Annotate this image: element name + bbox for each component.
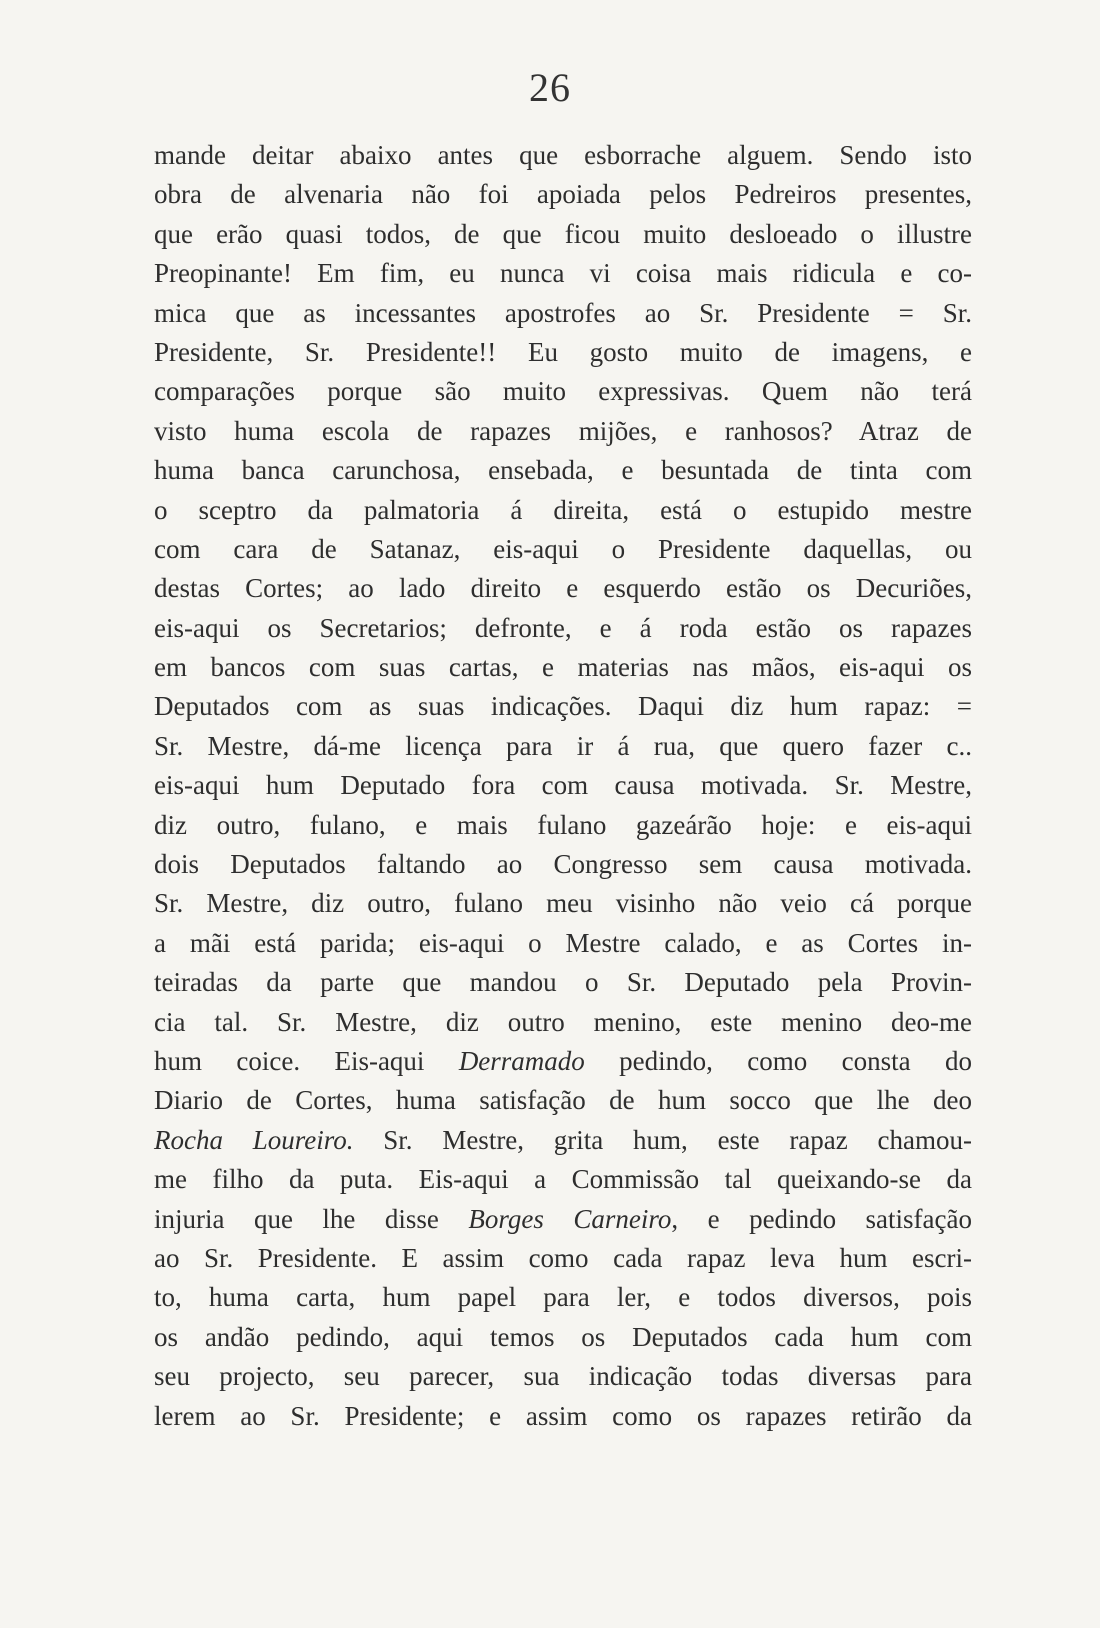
text-line: os andão pedindo, aqui temos os Deputados cada hum com [154, 1321, 972, 1352]
text-line: Sr. Mestre, dá-me licença para ir á rua, que quero fazer c.. [154, 730, 972, 761]
text-line: seu projecto, seu parecer, sua indicação todas diversas para [154, 1361, 972, 1392]
text-line: eis-aqui os Secretarios; defronte, e á roda estão os rapazes [154, 612, 972, 643]
text-line: mande deitar abaixo antes que esborrache alguem. Sendo isto [154, 140, 972, 170]
italic-name: Derramado [458, 1045, 585, 1076]
text-line: me filho da puta. Eis-aqui a Commissão tal queixando-se da [154, 1164, 972, 1195]
text-line: Preopinante! Em fim, eu nunca vi coisa mais ridicula e co- [154, 258, 972, 289]
body-text [154, 136, 972, 1436]
text-line: eis-aqui hum Deputado fora com causa motivada. Sr. Mestre, [154, 770, 972, 801]
text-line: ao Sr. Presidente. E assim como cada rapaz leva hum escri- [154, 1242, 972, 1273]
text-line: huma banca carunchosa, ensebada, e besuntada de tinta com [154, 455, 972, 486]
text-line: cia tal. Sr. Mestre, diz outro menino, este menino deo-me [154, 1006, 972, 1037]
text-line: Deputados com as suas indicações. Daqui diz hum rapaz: = [154, 691, 972, 722]
text-line: destas Cortes; ao lado direito e esquerdo estão os Decuriões, [154, 573, 972, 604]
text-line: obra de alvenaria não foi apoiada pelos Pedreiros presentes, [154, 179, 972, 210]
page-number: 26 [529, 65, 571, 110]
italic-name: Borges Carneiro [468, 1203, 672, 1234]
text-line: injuria que lhe disse Borges Carneiro, e pedindo satisfação [154, 1203, 972, 1234]
text-line: diz outro, fulano, e mais fulano gazeárão hoje: e eis-aqui [154, 809, 972, 840]
italic-name: Rocha Loureiro. [154, 1124, 354, 1155]
text-line: lerem ao Sr. Presidente; e assim como os rapazes retirão da [154, 1400, 972, 1431]
text-line: o sceptro da palmatoria á direita, está o estupido mestre [154, 494, 972, 525]
text-line: Sr. Mestre, diz outro, fulano meu visinho não veio cá porque [154, 888, 972, 919]
text-line: a mãi está parida; eis-aqui o Mestre calado, e as Cortes in- [154, 927, 972, 958]
text-line: visto huma escola de rapazes mijões, e ranhosos? Atraz de [154, 415, 972, 446]
text-line: dois Deputados faltando ao Congresso sem causa motivada. [154, 849, 972, 880]
text-line: em bancos com suas cartas, e materias nas mãos, eis-aqui os [154, 652, 972, 683]
text-line: Presidente, Sr. Presidente!! Eu gosto muito de imagens, e [154, 336, 972, 367]
text-line: comparações porque são muito expressivas. Quem não terá [154, 376, 972, 407]
text-line: mica que as incessantes apostrofes ao Sr. Presidente = Sr. [154, 297, 972, 328]
text-line: to, huma carta, hum papel para ler, e todos diversos, pois [154, 1282, 972, 1313]
text-line: teiradas da parte que mandou o Sr. Deputado pela Provin- [154, 967, 972, 998]
text-line: que erão quasi todos, de que ficou muito desloeado o illustre [154, 218, 972, 249]
text-line: hum coice. Eis-aqui Derramado pedindo, como consta do [154, 1045, 973, 1076]
text-line: Diario de Cortes, huma satisfação de hum socco que lhe deo [154, 1085, 972, 1116]
text-line: com cara de Satanaz, eis-aqui o Presidente daquellas, ou [154, 533, 972, 564]
text-line: Rocha Loureiro. Sr. Mestre, grita hum, este rapaz chamou- [154, 1124, 972, 1155]
